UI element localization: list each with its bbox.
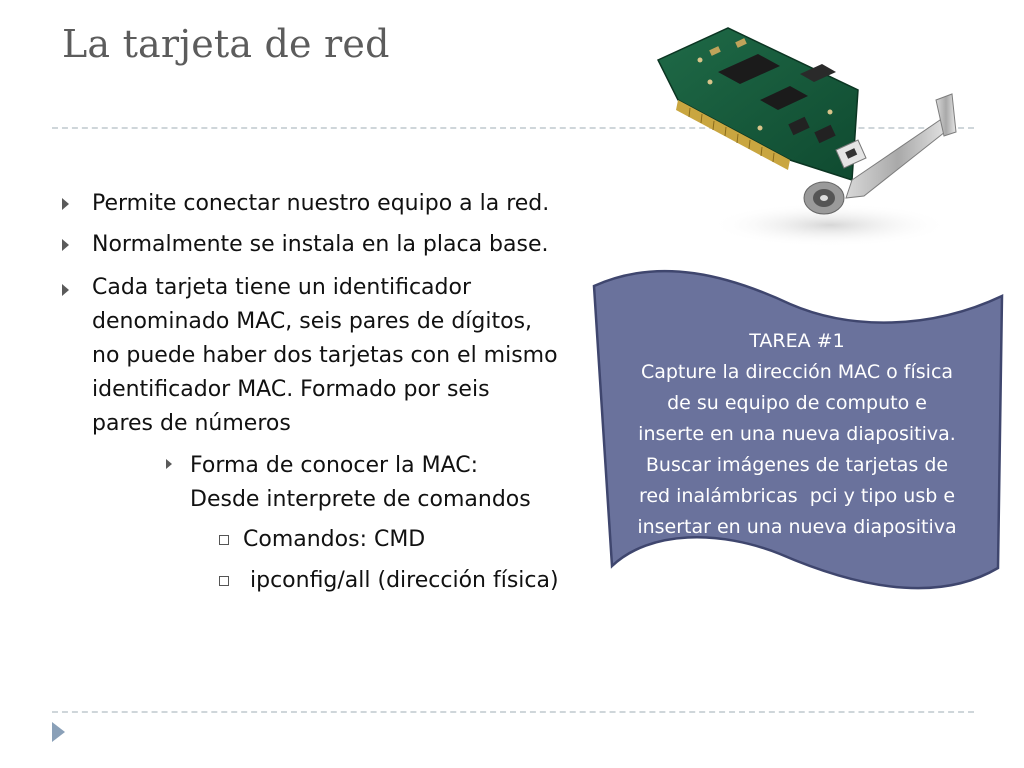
sub-bullet-line: Forma de conocer la MAC: bbox=[190, 453, 479, 478]
bullet-item: Permite conectar nuestro equipo a la red. bbox=[92, 191, 550, 216]
bullet-item-line: identificador MAC. Formado por seis bbox=[92, 377, 490, 402]
network-card-image bbox=[640, 20, 970, 260]
bullet-item-line: denominado MAC, seis pares de dígitos, bbox=[92, 309, 533, 334]
task-line: inserte en una nueva diapositiva. bbox=[638, 423, 956, 445]
sub-bullet-arrow-icon bbox=[166, 459, 172, 469]
task-banner-text bbox=[612, 326, 982, 543]
sub-sub-bullet: ipconfig/all (dirección física) bbox=[243, 568, 559, 593]
bullet-arrow-icon bbox=[62, 284, 69, 296]
bullet-arrow-icon bbox=[62, 198, 69, 210]
task-title: TAREA #1 bbox=[749, 330, 845, 352]
sub-sub-bullet: Comandos: CMD bbox=[243, 527, 426, 552]
task-line: de su equipo de computo e bbox=[667, 392, 927, 414]
task-line: Buscar imágenes de tarjetas de bbox=[645, 454, 949, 476]
footer-divider bbox=[52, 711, 974, 713]
slide-title: La tarjeta de red bbox=[62, 22, 390, 66]
task-line: insertar en una nueva diapositiva bbox=[637, 516, 957, 538]
square-bullet-icon bbox=[219, 576, 229, 586]
bullet-item-line: no puede haber dos tarjetas con el mismo bbox=[92, 343, 558, 368]
task-line: Capture la dirección MAC o física bbox=[640, 361, 954, 383]
bullet-arrow-icon bbox=[62, 239, 69, 251]
bullet-item-line: pares de números bbox=[92, 411, 291, 436]
bullet-item: Normalmente se instala en la placa base. bbox=[92, 232, 549, 257]
bullet-item-line: Cada tarjeta tiene un identificador bbox=[92, 275, 472, 300]
sub-bullet-line: Desde interprete de comandos bbox=[190, 487, 531, 512]
task-line: red inalámbricas pci y tipo usb e bbox=[638, 485, 956, 507]
footer-triangle-icon bbox=[52, 722, 65, 742]
square-bullet-icon bbox=[219, 535, 229, 545]
